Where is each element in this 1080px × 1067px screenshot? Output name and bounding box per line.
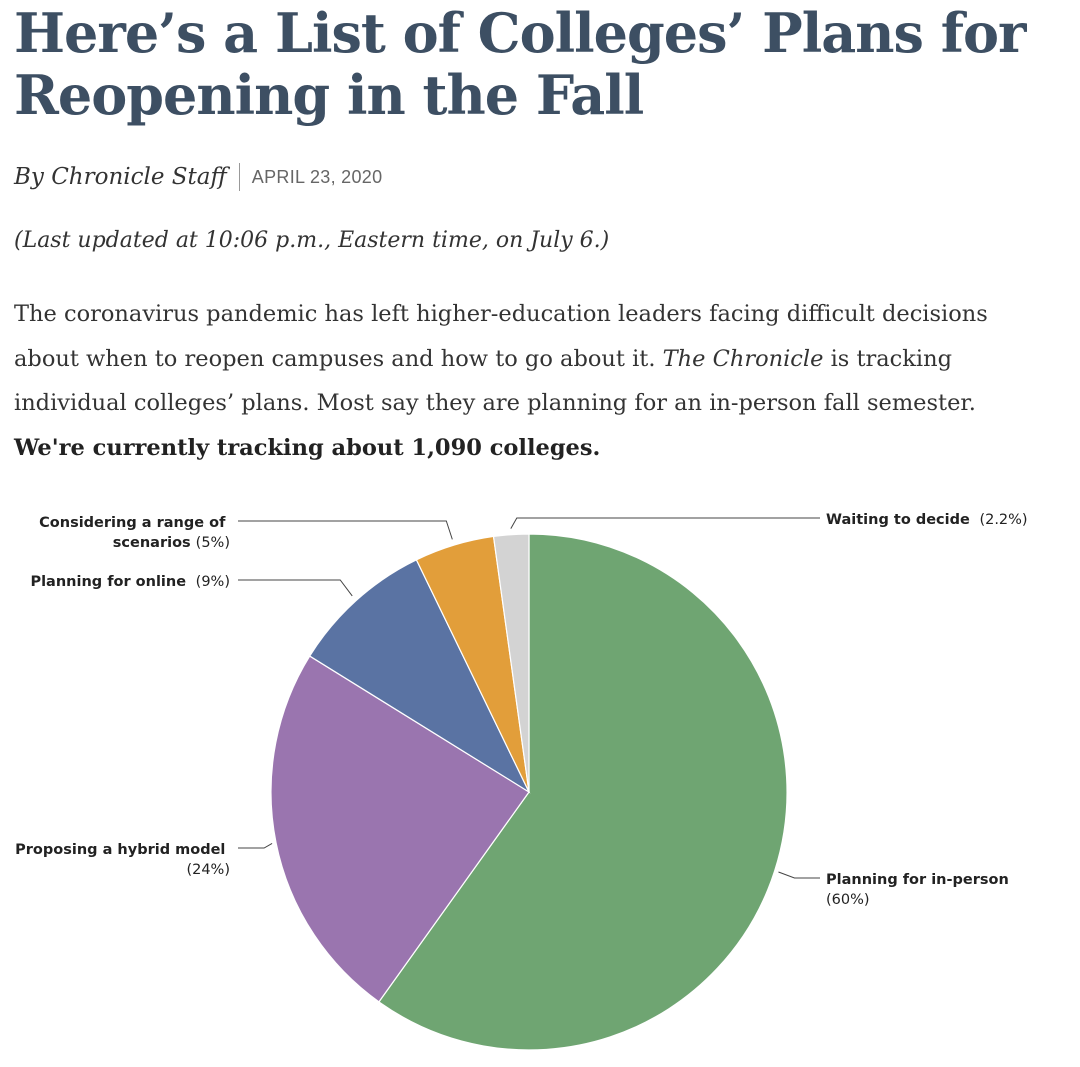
intro-text-2: is tracking individual colleges’ plans. Most say they are planning for an in-person fall semester. — [14, 345, 976, 416]
label-online — [30, 574, 230, 590]
label-scenarios — [39, 515, 230, 551]
label-in-person-name: Planning for in-person — [826, 872, 1009, 888]
leader-hybrid — [238, 843, 272, 848]
label-hybrid-value: (24%) — [186, 862, 230, 878]
label-hybrid-name: Proposing a hybrid model — [15, 842, 226, 858]
label-waiting — [826, 512, 1028, 528]
leader-in-person — [778, 872, 820, 878]
label-scenarios-name-line1: Considering a range of — [39, 515, 226, 531]
intro-text-1: The coronavirus pandemic has left higher-education leaders facing difficult decisions about when to reopen campuses and how to go about it. — [14, 301, 988, 372]
leader-online — [238, 580, 352, 596]
intro-paragraph — [14, 292, 1044, 470]
byline-divider — [239, 163, 240, 191]
publish-date: APRIL 23, 2020 — [251, 166, 383, 187]
label-scenarios-line2 — [113, 535, 230, 551]
label-in-person-value: (60%) — [826, 892, 870, 908]
label-scenarios-value: (5%) — [195, 535, 230, 551]
label-waiting-value: (2.2%) — [979, 512, 1028, 528]
label-waiting-name: Waiting to decide — [826, 512, 970, 528]
article-headline: Here’s a List of Colleges’ Plans for Reopening in the Fall — [14, 1, 1026, 127]
reopening-plans-pie-chart — [0, 480, 1080, 1067]
label-online-name: Planning for online — [30, 574, 187, 590]
last-updated-note: (Last updated at 10:06 p.m., Eastern time, on July 6.) — [14, 228, 610, 253]
byline — [14, 160, 382, 194]
label-hybrid — [15, 842, 230, 878]
label-scenarios-name-line2: scenarios — [112, 535, 191, 551]
leader-waiting — [511, 518, 820, 529]
author-name[interactable]: By Chronicle Staff — [14, 164, 227, 190]
label-online-value: (9%) — [195, 574, 230, 590]
leader-scenarios — [238, 521, 452, 539]
label-in-person — [826, 872, 1013, 908]
pie-slices — [271, 534, 787, 1050]
publication-name: The Chronicle — [662, 345, 824, 372]
intro-bold-text: We're currently tracking about 1,090 colleges. — [14, 434, 601, 461]
